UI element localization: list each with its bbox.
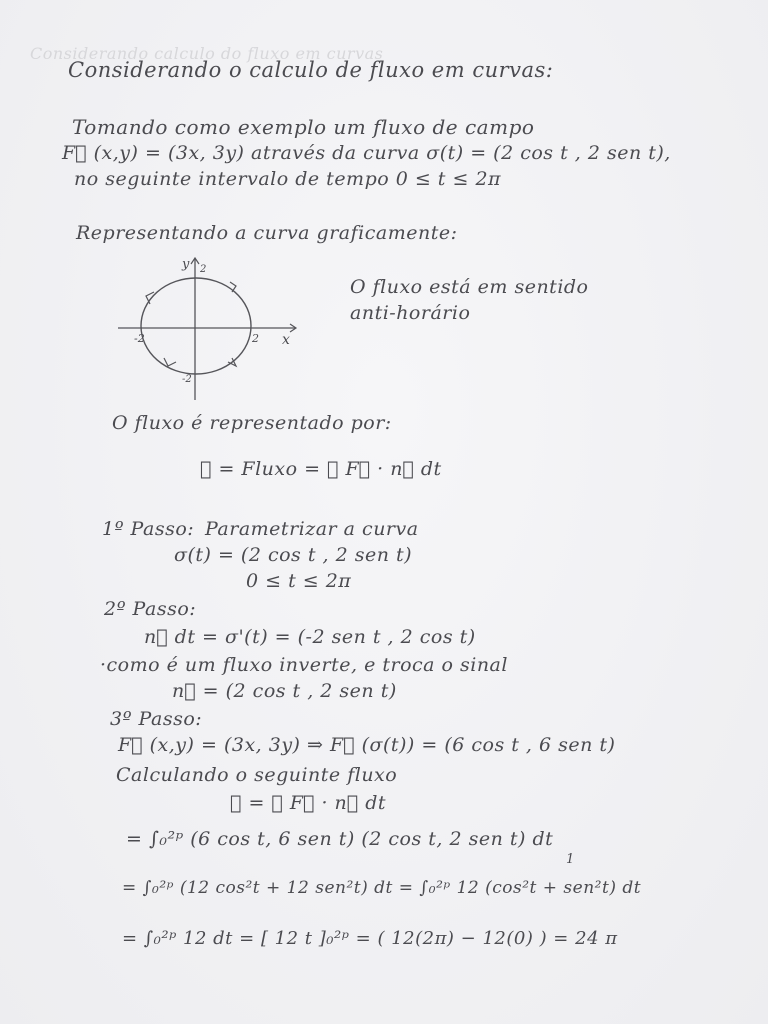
step2-label: 2º Passo: <box>104 598 197 620</box>
y-neg-label: -2 <box>182 374 192 385</box>
step2-eq2: n⃗ = (2 cos t , 2 sen t) <box>172 680 397 702</box>
circle-graph <box>110 250 310 405</box>
direction-arrow-top-right <box>230 282 236 292</box>
x-pos-label: 2 <box>252 332 259 345</box>
direction-arrow-bottom-left <box>164 358 176 366</box>
step3-eq2: ∅ = ∮ F⃗ · n⃗ dt <box>230 792 387 814</box>
step1-text: Parametrizar a curva <box>205 518 419 540</box>
step2-text: ·como é um fluxo inverte, e troca o sinal <box>100 654 508 676</box>
x-neg-label: -2 <box>134 332 145 345</box>
step3-eq4: = ∫₀²ᵖ (12 cos²t + 12 sen²t) dt = ∫₀²ᵖ 12 (cos²t + sen²t) dt <box>122 878 642 898</box>
graph-note-line-1: O fluxo está em sentido <box>350 276 589 298</box>
step3-text: Calculando o seguinte fluxo <box>116 764 398 786</box>
y-pos-label: 2 <box>200 264 207 275</box>
step3-label: 3º Passo: <box>110 708 203 730</box>
x-axis-label: x <box>282 332 290 348</box>
step3-eq5: = ∫₀²ᵖ 12 dt = [ 12 t ]₀²ᵖ = ( 12(2π) − 12(0) ) = 24 π <box>122 928 618 949</box>
faint-header: Considerando calculo do fluxo em curvas <box>30 44 384 63</box>
flux-formula: ∅ = Fluxo = ∮ F⃗ · n⃗ dt <box>200 458 442 480</box>
intro-line-3: no seguinte intervalo de tempo 0 ≤ t ≤ 2π <box>74 168 502 190</box>
graph-heading: Representando a curva graficamente: <box>76 222 458 244</box>
step3-eq1: F⃗ (x,y) = (3x, 3y) ⇒ F⃗ (σ(t)) = (6 cos t , 6 sen t) <box>118 734 616 756</box>
step3-eq4-note: 1 <box>566 852 575 867</box>
intro-line-2: F⃗ (x,y) = (3x, 3y) através da curva σ(t) = (2 cos t , 2 sen t), <box>62 142 671 164</box>
curve-circle <box>141 278 251 374</box>
y-axis-label: y <box>182 257 190 272</box>
step1-label: 1º Passo: <box>102 518 195 540</box>
step2-eq1: n⃗ dt = σ'(t) = (-2 sen t , 2 cos t) <box>144 626 476 648</box>
direction-arrow-top-left <box>146 292 154 304</box>
graph-note-line-2: anti-horário <box>350 302 471 324</box>
step3-eq3: = ∫₀²ᵖ (6 cos t, 6 sen t) (2 cos t, 2 sen t) dt <box>126 828 554 850</box>
flux-heading: O fluxo é representado por: <box>112 412 392 434</box>
step1-eq2: 0 ≤ t ≤ 2π <box>246 570 352 592</box>
step1-eq1: σ(t) = (2 cos t , 2 sen t) <box>174 544 413 566</box>
page-title: Considerando o calculo de fluxo em curvas: <box>68 58 554 82</box>
intro-line-1: Tomando como exemplo um fluxo de campo <box>72 115 535 139</box>
